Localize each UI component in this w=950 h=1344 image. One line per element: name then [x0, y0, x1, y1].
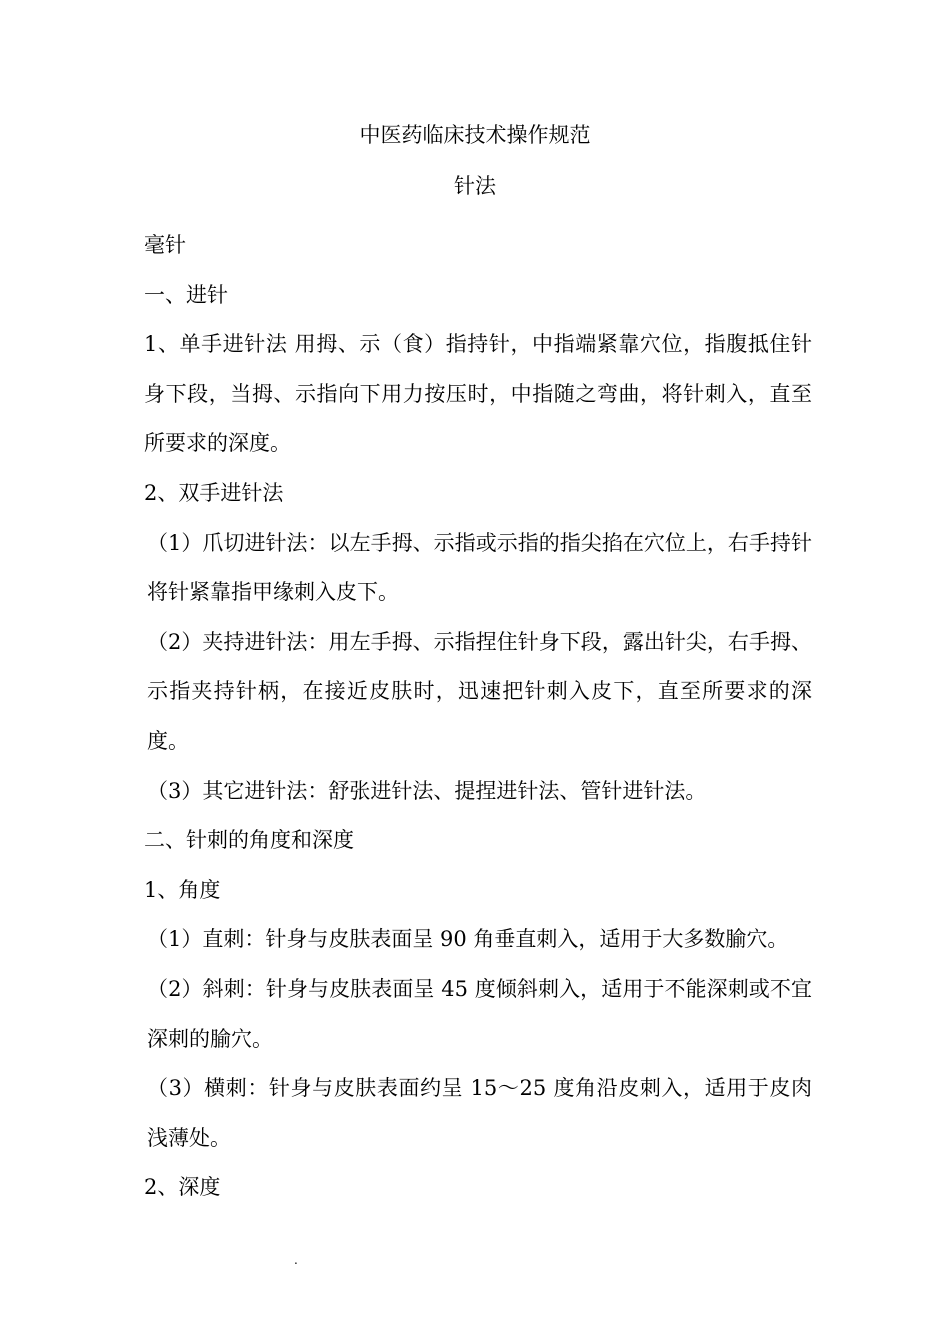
paragraph-zhuaqie: （1）爪切进针法：以左手拇、示指或示指的指尖掐在穴位上，右手持针将针紧靠指甲缘刺入皮下。 [147, 530, 812, 605]
heading-angle-depth: 二、针刺的角度和深度 [144, 828, 354, 853]
footer-mark: . [294, 1253, 298, 1267]
paragraph-jiachi: （2）夹持进针法：用左手拇、示指捏住针身下段，露出针尖，右手拇、示指夹持针柄，在接近皮肤时，迅速把针刺入皮下，直至所要求的深度。 [147, 629, 812, 753]
paragraph-other-methods: （3）其它进针法：舒张进针法、提捏进针法、管针进针法。 [147, 778, 707, 803]
paragraph-hengci: （3）横刺：针身与皮肤表面约呈 15～25 度角沿皮刺入，适用于皮肉浅薄处。 [147, 1076, 812, 1150]
paragraph-zhici: （1）直刺：针身与皮肤表面呈 90 角垂直刺入，适用于大多数腧穴。 [147, 927, 789, 952]
heading-haozhen: 毫针 [144, 233, 186, 257]
paragraph-single-hand: 1、单手进针法 用拇、示（食）指持针，中指端紧靠穴位，指腹抵住针身下段，当拇、示指向下用力按压时，中指随之弯曲，将针刺入，直至所要求的深度。 [144, 332, 812, 456]
paragraph-xieci: （2）斜刺：针身与皮肤表面呈 45 度倾斜刺入，适用于不能深刺或不宜深刺的腧穴。 [147, 976, 812, 1051]
heading-jinzhen: 一、进针 [144, 282, 228, 307]
section-title: 针法 [454, 174, 496, 198]
document-body [144, 221, 812, 1213]
document-title: 中医药临床技术操作规范 [359, 123, 591, 147]
heading-angle: 1、角度 [144, 877, 221, 902]
heading-double-hand: 2、双手进针法 [144, 480, 284, 505]
heading-depth: 2、深度 [144, 1175, 221, 1200]
